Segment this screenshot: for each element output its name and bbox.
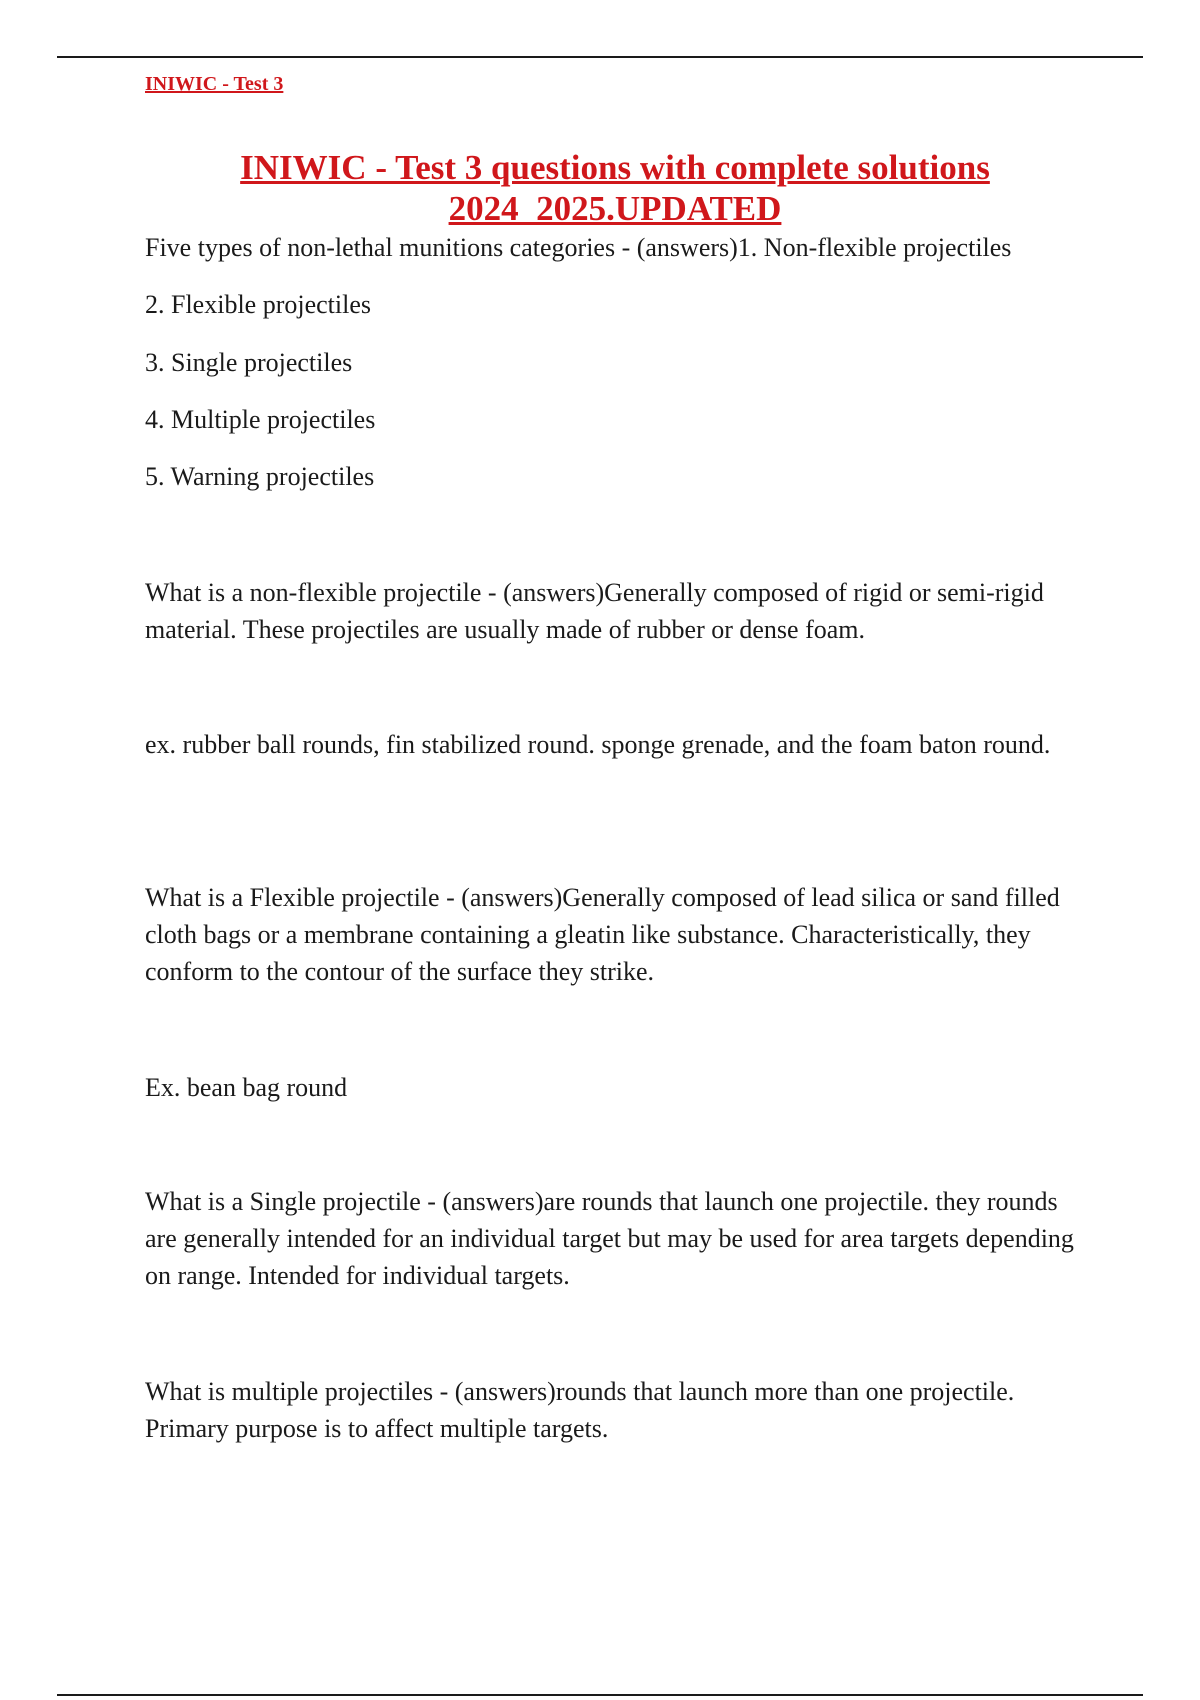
question-3-example: Ex. bean bag round	[145, 1073, 348, 1102]
document-title-line-1: INIWIC - Test 3 questions with complete solutions	[240, 148, 990, 187]
question-2-example: ex. rubber ball rounds, fin stabilized round. sponge grenade, and the foam baton round.	[145, 730, 1051, 759]
question-1: Five types of non-lethal munitions categories - (answers)1. Non-flexible projectiles	[145, 233, 1012, 262]
list-item-5: 5. Warning projectiles	[145, 462, 375, 491]
question-3: What is a Flexible projectile - (answers)Generally composed of lead silica or sand filled cloth bags or a membrane containing a gleatin like substance. Characteristically, they conform to the contour of the surface they strike.	[145, 883, 1060, 986]
list-item-4: 4. Multiple projectiles	[145, 405, 376, 434]
top-rule	[57, 56, 1143, 58]
question-2: What is a non-flexible projectile - (answers)Generally composed of rigid or semi-rigid material. These projectiles are usually made of rubber or dense foam.	[145, 578, 1044, 644]
document-title-line-2: 2024_2025.UPDATED	[448, 189, 782, 228]
list-item-2: 2. Flexible projectiles	[145, 290, 372, 319]
bottom-rule	[57, 1694, 1143, 1696]
list-item-3: 3. Single projectiles	[145, 348, 353, 377]
running-header: INIWIC - Test 3	[145, 73, 284, 95]
question-5: What is multiple projectiles - (answers)rounds that launch more than one projectile. Primary purpose is to affect multiple targets.	[145, 1377, 1015, 1443]
question-4: What is a Single projectile - (answers)are rounds that launch one projectile. they rounds are generally intended for an individual target but may be used for area targets depending on range. Intended for individual targets.	[145, 1187, 1074, 1290]
